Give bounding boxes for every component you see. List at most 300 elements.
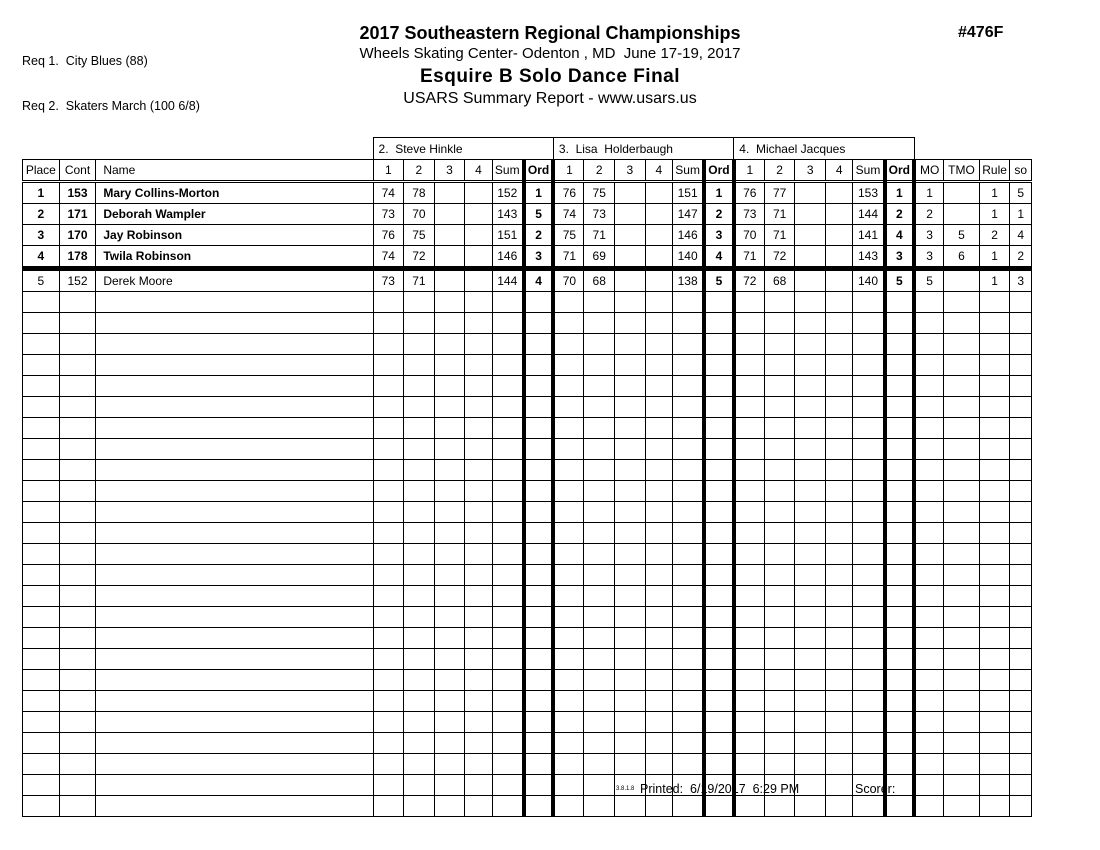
score-cell: [553, 607, 584, 628]
col-j2-4: 4: [465, 160, 493, 182]
cont-cell: [59, 796, 96, 817]
score-cell: [734, 565, 765, 586]
score-cell: [404, 313, 435, 334]
score-cell: [764, 292, 795, 313]
score-cell: [434, 204, 465, 225]
event-title: Esquire B Solo Dance Final: [419, 66, 681, 87]
score-cell: [734, 733, 765, 754]
place-cell: [23, 544, 60, 565]
score-cell: [825, 182, 853, 204]
cont-cell: [59, 376, 96, 397]
score-cell: [553, 523, 584, 544]
score-cell: [465, 204, 493, 225]
ord-cell: [885, 733, 915, 754]
score-cell: [795, 439, 826, 460]
mo-cell: [914, 292, 944, 313]
score-cell: [795, 460, 826, 481]
mo-cell: 5: [914, 269, 944, 292]
place-cell: [23, 523, 60, 544]
sum-cell: 140: [853, 269, 885, 292]
col-tmo: TMO: [944, 160, 980, 182]
name-cell: [96, 775, 373, 796]
sum-cell: [853, 481, 885, 502]
score-cell: [373, 292, 404, 313]
empty-row: [23, 586, 1032, 607]
ord-cell: [885, 481, 915, 502]
name-cell: [96, 607, 373, 628]
score-cell: [553, 292, 584, 313]
score-cell: [795, 754, 826, 775]
score-cell: [645, 649, 673, 670]
ord-cell: [704, 565, 734, 586]
score-cell: [553, 628, 584, 649]
score-cell: [434, 586, 465, 607]
judge-2-header: 2. Steve Hinkle: [373, 138, 553, 160]
score-cell: [465, 691, 493, 712]
cont-cell: [59, 733, 96, 754]
score-cell: 73: [373, 204, 404, 225]
score-cell: [645, 246, 673, 269]
mo-cell: [914, 502, 944, 523]
tmo-cell: [944, 292, 980, 313]
score-cell: [404, 376, 435, 397]
tmo-cell: [944, 182, 980, 204]
cont-cell: [59, 439, 96, 460]
col-j3-3: 3: [615, 160, 646, 182]
ord-cell: [885, 376, 915, 397]
score-cell: [465, 796, 493, 817]
score-cell: 77: [764, 182, 795, 204]
so-cell: [1010, 292, 1032, 313]
score-cell: [764, 523, 795, 544]
mo-cell: 2: [914, 204, 944, 225]
tmo-cell: [944, 775, 980, 796]
score-cell: [373, 712, 404, 733]
sum-cell: [673, 313, 705, 334]
rule-cell: 1: [979, 269, 1010, 292]
score-cell: [434, 754, 465, 775]
score-cell: [825, 796, 853, 817]
cont-cell: 171: [59, 204, 96, 225]
score-cell: [645, 182, 673, 204]
results-table-wrap: [22, 137, 1032, 817]
score-cell: [434, 376, 465, 397]
ord-cell: [885, 796, 915, 817]
score-cell: [645, 544, 673, 565]
empty-row: [23, 460, 1032, 481]
score-cell: [584, 313, 615, 334]
score-cell: [404, 397, 435, 418]
score-cell: [615, 313, 646, 334]
sum-cell: [492, 544, 524, 565]
score-cell: [764, 733, 795, 754]
score-cell: [373, 439, 404, 460]
ord-cell: [524, 586, 554, 607]
score-cell: [645, 733, 673, 754]
score-cell: 68: [584, 269, 615, 292]
score-cell: [434, 733, 465, 754]
tmo-cell: [944, 523, 980, 544]
sum-cell: 152: [492, 182, 524, 204]
score-cell: [553, 397, 584, 418]
score-cell: 73: [584, 204, 615, 225]
score-cell: [434, 544, 465, 565]
score-cell: [615, 439, 646, 460]
sum-cell: 143: [492, 204, 524, 225]
empty-row: [23, 502, 1032, 523]
score-cell: [404, 691, 435, 712]
place-cell: [23, 565, 60, 586]
place-cell: 5: [23, 269, 60, 292]
score-cell: [825, 523, 853, 544]
col-j2-3: 3: [434, 160, 465, 182]
mo-cell: [914, 670, 944, 691]
so-cell: [1010, 649, 1032, 670]
name-cell: [96, 376, 373, 397]
score-cell: [764, 649, 795, 670]
score-cell: [465, 502, 493, 523]
score-cell: [404, 334, 435, 355]
cont-cell: [59, 565, 96, 586]
score-cell: [404, 565, 435, 586]
score-cell: [465, 649, 493, 670]
sum-cell: [853, 754, 885, 775]
ord-cell: [524, 649, 554, 670]
score-cell: [404, 586, 435, 607]
sum-cell: [492, 733, 524, 754]
cont-cell: 178: [59, 246, 96, 269]
score-cell: 72: [764, 246, 795, 269]
score-cell: [764, 355, 795, 376]
score-cell: [465, 628, 493, 649]
ord-cell: [524, 292, 554, 313]
score-cell: [615, 418, 646, 439]
mo-cell: [914, 691, 944, 712]
score-cell: [645, 565, 673, 586]
name-cell: [96, 334, 373, 355]
score-cell: [373, 460, 404, 481]
empty-row: [23, 607, 1032, 628]
rule-cell: [979, 649, 1010, 670]
score-cell: 71: [584, 225, 615, 246]
sum-cell: 143: [853, 246, 885, 269]
score-cell: [615, 246, 646, 269]
score-cell: [373, 691, 404, 712]
score-cell: [465, 376, 493, 397]
rule-cell: [979, 418, 1010, 439]
col-j4-1: 1: [734, 160, 765, 182]
sum-cell: [853, 523, 885, 544]
col-j4-2: 2: [764, 160, 795, 182]
ord-cell: 3: [885, 246, 915, 269]
rule-cell: [979, 796, 1010, 817]
ord-cell: 1: [524, 182, 554, 204]
mo-cell: [914, 397, 944, 418]
col-j2-ord: Ord: [524, 160, 554, 182]
name-cell: [96, 292, 373, 313]
score-cell: [795, 565, 826, 586]
score-cell: [373, 775, 404, 796]
ord-cell: [704, 523, 734, 544]
tmo-cell: 6: [944, 246, 980, 269]
score-cell: [584, 418, 615, 439]
score-cell: [645, 523, 673, 544]
score-cell: [404, 628, 435, 649]
place-cell: [23, 607, 60, 628]
rule-cell: [979, 397, 1010, 418]
name-cell: [96, 649, 373, 670]
score-cell: [584, 775, 615, 796]
name-cell: [96, 313, 373, 334]
place-cell: [23, 397, 60, 418]
place-cell: 4: [23, 246, 60, 269]
score-cell: 75: [584, 182, 615, 204]
score-cell: [795, 334, 826, 355]
cont-cell: 152: [59, 269, 96, 292]
mo-cell: [914, 607, 944, 628]
place-cell: 2: [23, 204, 60, 225]
rule-cell: [979, 439, 1010, 460]
tmo-cell: [944, 796, 980, 817]
score-cell: [584, 544, 615, 565]
ord-cell: [524, 628, 554, 649]
so-cell: [1010, 607, 1032, 628]
sum-cell: 153: [853, 182, 885, 204]
ord-cell: [885, 439, 915, 460]
score-cell: [795, 313, 826, 334]
name-cell: Mary Collins-Morton: [96, 182, 373, 204]
score-cell: [434, 775, 465, 796]
sum-cell: [673, 733, 705, 754]
name-cell: [96, 397, 373, 418]
score-cell: [434, 418, 465, 439]
sum-cell: [853, 355, 885, 376]
empty-row: [23, 670, 1032, 691]
rule-cell: [979, 460, 1010, 481]
score-cell: [584, 607, 615, 628]
tmo-cell: [944, 397, 980, 418]
name-cell: [96, 502, 373, 523]
so-cell: [1010, 376, 1032, 397]
ord-cell: [704, 691, 734, 712]
rule-cell: 2: [979, 225, 1010, 246]
score-cell: [764, 796, 795, 817]
name-cell: [96, 544, 373, 565]
ord-cell: [885, 418, 915, 439]
empty-row: [23, 649, 1032, 670]
name-cell: Derek Moore: [96, 269, 373, 292]
score-cell: [584, 796, 615, 817]
printed-label: Printed:: [640, 782, 684, 796]
mo-cell: [914, 313, 944, 334]
tmo-cell: [944, 733, 980, 754]
so-cell: [1010, 691, 1032, 712]
sum-cell: [673, 460, 705, 481]
rule-cell: [979, 670, 1010, 691]
score-cell: [584, 670, 615, 691]
name-cell: [96, 355, 373, 376]
sum-cell: [853, 649, 885, 670]
empty-row: [23, 628, 1032, 649]
mo-cell: [914, 628, 944, 649]
sum-cell: [492, 418, 524, 439]
rule-cell: [979, 691, 1010, 712]
score-cell: [404, 355, 435, 376]
ord-cell: [885, 628, 915, 649]
sum-cell: [853, 586, 885, 607]
score-cell: [615, 544, 646, 565]
score-cell: [584, 502, 615, 523]
score-cell: [795, 182, 826, 204]
so-cell: [1010, 313, 1032, 334]
sum-cell: [853, 607, 885, 628]
score-cell: [465, 523, 493, 544]
sum-cell: [492, 439, 524, 460]
score-cell: [734, 502, 765, 523]
rule-cell: [979, 355, 1010, 376]
mo-cell: 1: [914, 182, 944, 204]
score-cell: [764, 544, 795, 565]
report-type-line: USARS Summary Report - www.usars.us: [403, 90, 697, 107]
place-cell: [23, 334, 60, 355]
score-cell: [373, 355, 404, 376]
sum-cell: [673, 439, 705, 460]
sum-cell: [673, 712, 705, 733]
mo-cell: [914, 355, 944, 376]
score-cell: [373, 397, 404, 418]
score-cell: [615, 182, 646, 204]
cont-cell: [59, 754, 96, 775]
score-cell: [434, 439, 465, 460]
mo-cell: [914, 544, 944, 565]
score-cell: [584, 334, 615, 355]
score-cell: [734, 544, 765, 565]
ord-cell: [704, 481, 734, 502]
place-cell: [23, 502, 60, 523]
so-cell: 5: [1010, 182, 1032, 204]
col-j4-ord: Ord: [885, 160, 915, 182]
score-cell: [825, 712, 853, 733]
empty-row: [23, 355, 1032, 376]
so-cell: [1010, 544, 1032, 565]
score-cell: [584, 628, 615, 649]
score-cell: [795, 523, 826, 544]
col-j4-4: 4: [825, 160, 853, 182]
mo-cell: [914, 481, 944, 502]
score-cell: [465, 712, 493, 733]
sum-cell: [673, 586, 705, 607]
sum-cell: [853, 334, 885, 355]
score-cell: 70: [553, 269, 584, 292]
score-cell: [404, 292, 435, 313]
score-cell: [645, 607, 673, 628]
ord-cell: [524, 376, 554, 397]
rule-cell: [979, 733, 1010, 754]
score-cell: [373, 649, 404, 670]
score-cell: [465, 292, 493, 313]
tmo-cell: [944, 481, 980, 502]
score-cell: 75: [553, 225, 584, 246]
score-cell: [795, 775, 826, 796]
score-cell: [373, 376, 404, 397]
score-cell: [795, 418, 826, 439]
score-cell: [404, 439, 435, 460]
score-cell: [825, 334, 853, 355]
col-j3-ord: Ord: [704, 160, 734, 182]
score-cell: [465, 225, 493, 246]
ord-cell: [524, 355, 554, 376]
sum-cell: [492, 628, 524, 649]
place-cell: [23, 649, 60, 670]
ord-cell: [885, 670, 915, 691]
sum-cell: [853, 460, 885, 481]
score-cell: [553, 418, 584, 439]
score-cell: [434, 670, 465, 691]
score-cell: [465, 313, 493, 334]
ord-cell: [524, 313, 554, 334]
score-cell: [465, 334, 493, 355]
score-cell: 71: [764, 225, 795, 246]
empty-row: [23, 481, 1032, 502]
score-cell: [645, 691, 673, 712]
mo-cell: [914, 649, 944, 670]
ord-cell: [704, 544, 734, 565]
so-cell: [1010, 775, 1032, 796]
tmo-cell: [944, 628, 980, 649]
sum-cell: [853, 292, 885, 313]
col-rule: Rule: [979, 160, 1010, 182]
score-cell: [795, 733, 826, 754]
name-cell: [96, 439, 373, 460]
name-cell: [96, 586, 373, 607]
score-cell: [764, 607, 795, 628]
score-cell: 68: [764, 269, 795, 292]
name-cell: Twila Robinson: [96, 246, 373, 269]
place-cell: [23, 670, 60, 691]
cont-cell: [59, 649, 96, 670]
judge-row-left-spacer: [23, 138, 374, 160]
tmo-cell: [944, 544, 980, 565]
sum-cell: [853, 691, 885, 712]
score-cell: [553, 460, 584, 481]
place-cell: [23, 313, 60, 334]
score-cell: [553, 670, 584, 691]
sum-cell: [853, 796, 885, 817]
score-cell: [373, 733, 404, 754]
place-cell: [23, 586, 60, 607]
sum-cell: [492, 292, 524, 313]
ord-cell: [704, 439, 734, 460]
sum-cell: [853, 628, 885, 649]
ord-cell: [704, 376, 734, 397]
sum-cell: [673, 670, 705, 691]
cont-cell: [59, 418, 96, 439]
tmo-cell: [944, 670, 980, 691]
sum-cell: [853, 670, 885, 691]
name-cell: [96, 691, 373, 712]
score-cell: [795, 502, 826, 523]
sum-cell: [492, 586, 524, 607]
score-cell: 71: [734, 246, 765, 269]
score-cell: [734, 376, 765, 397]
score-cell: [825, 313, 853, 334]
ord-cell: [885, 649, 915, 670]
sum-cell: [673, 334, 705, 355]
score-cell: [584, 439, 615, 460]
score-cell: [825, 565, 853, 586]
sum-cell: [853, 376, 885, 397]
score-cell: [465, 355, 493, 376]
